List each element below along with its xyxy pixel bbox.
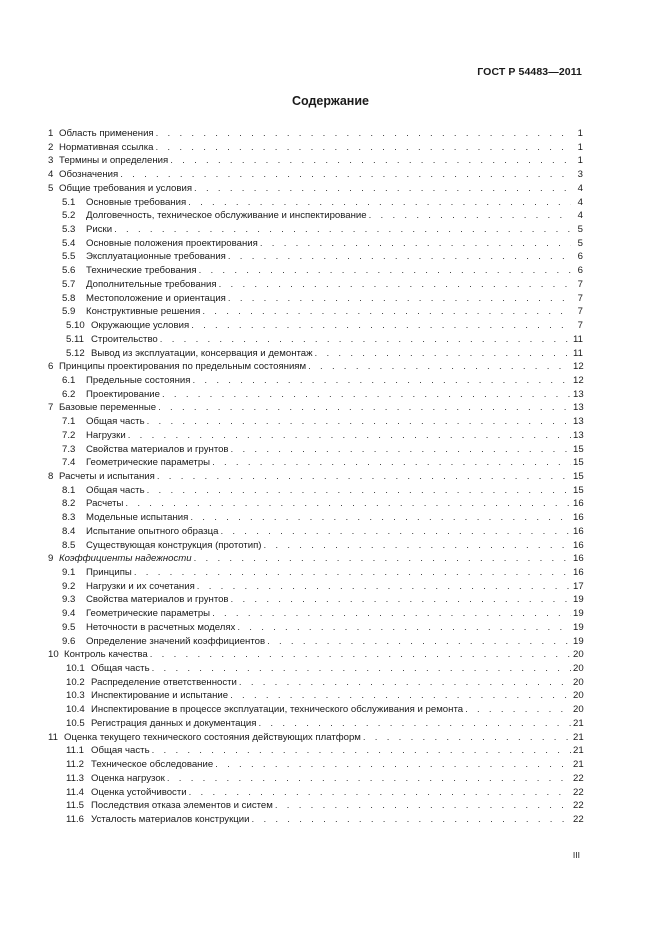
toc-dot-leader — [267, 635, 571, 649]
toc-dot-leader — [170, 154, 571, 168]
toc-entry[interactable] — [48, 196, 583, 210]
toc-entry-title: Геометрические параметры — [86, 608, 211, 620]
toc-dot-leader — [219, 278, 571, 292]
toc-entry[interactable] — [48, 456, 583, 470]
toc-entry-number: 5.9 — [62, 306, 76, 318]
toc-entry-page: 6 — [577, 251, 583, 263]
toc-entry-title: Область применения — [59, 128, 154, 139]
toc-entry[interactable] — [48, 237, 583, 251]
toc-entry-title: Общая часть — [91, 663, 150, 675]
toc-entry[interactable] — [48, 250, 583, 264]
toc-entry-title: Оценка текущего технического состояния действующих платформ — [64, 731, 361, 743]
toc-entry-number: 9.6 — [62, 635, 76, 647]
toc-entry[interactable] — [48, 305, 583, 319]
toc-entry-title: Инспектирование в процессе эксплуатации, технического обслуживания и ремонта — [91, 704, 464, 716]
toc-dot-leader — [202, 305, 571, 319]
toc-entry[interactable] — [48, 786, 583, 800]
toc-dot-leader — [231, 593, 571, 607]
toc-entry-number: 10.4 — [66, 704, 85, 716]
toc-entry-number: 6.1 — [62, 374, 76, 386]
toc-entry-page: 4 — [577, 196, 583, 208]
toc-entry-page: 20 — [573, 690, 584, 702]
toc-entry[interactable] — [48, 470, 583, 484]
toc-entry[interactable] — [48, 662, 583, 676]
toc-entry-page: 22 — [573, 813, 584, 825]
toc-entry-number: 9.5 — [62, 621, 76, 633]
toc-entry[interactable] — [48, 648, 583, 662]
toc-entry-title: Эксплуатационные требования — [86, 251, 226, 263]
toc-entry[interactable] — [48, 443, 583, 457]
toc-entry-title: Геометрические параметры — [86, 457, 211, 469]
toc-title: Содержание — [291, 94, 369, 108]
toc-dot-leader — [252, 813, 571, 827]
toc-entry-title: Существующая конструкция (прототип) — [86, 539, 262, 551]
toc-dot-leader — [194, 182, 571, 196]
toc-entry[interactable] — [48, 607, 583, 621]
toc-entry-page: 21 — [573, 759, 584, 771]
toc-entry-page: 16 — [573, 525, 584, 537]
toc-entry[interactable] — [48, 264, 583, 278]
toc-entry-page: 15 — [573, 484, 584, 496]
toc-entry-page: 4 — [577, 182, 583, 194]
toc-entry-title: Нормативная ссылка — [59, 141, 154, 153]
toc-entry-page: 19 — [573, 608, 584, 620]
toc-entry-title: Расчеты и испытания — [59, 470, 155, 482]
toc-entry[interactable] — [48, 731, 583, 745]
toc-entry-page: 1 — [577, 155, 583, 167]
toc-entry[interactable] — [48, 168, 583, 182]
toc-entry[interactable] — [48, 388, 583, 402]
toc-entry-title: Основные положения проектирования — [86, 237, 258, 249]
toc-entry-page: 16 — [573, 553, 584, 565]
toc-dot-leader — [190, 511, 571, 525]
toc-entry-number: 11 — [48, 731, 58, 743]
toc-entry-page: 19 — [573, 635, 584, 647]
toc-entry[interactable] — [48, 772, 583, 786]
toc-dot-leader — [197, 580, 571, 594]
toc-entry-page: 20 — [573, 663, 584, 675]
page-number: III — [572, 850, 580, 860]
toc-entry-number: 5.5 — [62, 251, 76, 263]
toc-entry-page: 7 — [577, 278, 583, 290]
toc-entry[interactable] — [48, 525, 583, 539]
toc-dot-leader — [128, 429, 571, 443]
toc-entry-page: 16 — [573, 498, 584, 510]
toc-entry-title: Модельные испытания — [86, 512, 189, 524]
toc-dot-leader — [152, 744, 571, 758]
toc-entry-number: 5.11 — [66, 333, 84, 345]
document-code: ГОСТ Р 54483—2011 — [477, 66, 582, 78]
toc-entry-number: 9.3 — [62, 594, 76, 606]
toc-entry-page: 11 — [573, 333, 583, 345]
toc-entry-number: 11.4 — [66, 786, 84, 798]
toc-dot-leader — [158, 401, 571, 415]
toc-entry-number: 5.4 — [62, 237, 76, 249]
toc-dot-leader — [220, 525, 571, 539]
toc-dot-leader — [194, 552, 571, 566]
toc-entry-page: 16 — [573, 567, 584, 578]
toc-entry-page: 6 — [577, 265, 583, 277]
toc-entry-number: 5.10 — [66, 320, 85, 332]
toc-entry[interactable] — [48, 360, 583, 374]
toc-entry-title: Принципы — [86, 567, 132, 578]
toc-entry-title: Определение значений коэффициентов — [86, 635, 266, 647]
toc-entry-page: 7 — [577, 306, 583, 318]
toc-entry-number: 11.3 — [66, 772, 84, 784]
toc-entry-page: 5 — [577, 237, 583, 249]
toc-entry[interactable] — [48, 278, 583, 292]
toc-entry-title: Расчеты — [86, 498, 124, 510]
toc-entry-number: 5 — [48, 182, 54, 194]
toc-dot-leader — [230, 689, 571, 703]
toc-entry[interactable] — [48, 539, 583, 553]
toc-entry-number: 8 — [48, 470, 54, 482]
toc-dot-leader — [228, 292, 571, 306]
toc-dot-leader — [260, 237, 571, 251]
toc-dot-leader — [465, 703, 571, 717]
toc-dot-leader — [162, 388, 571, 402]
toc-entry-page: 20 — [573, 704, 584, 716]
toc-entry-number: 9.4 — [62, 608, 76, 620]
toc-entry[interactable] — [48, 580, 583, 594]
toc-entry-number: 7.2 — [62, 429, 76, 441]
toc-entry-page: 12 — [573, 361, 584, 373]
toc-entry[interactable] — [48, 621, 583, 635]
toc-entry-title: Технические требования — [86, 265, 197, 277]
toc-dot-leader — [308, 360, 571, 374]
toc-dot-leader — [160, 333, 571, 347]
toc-entry-title: Общая часть — [91, 745, 150, 757]
toc-entry-page: 17 — [573, 580, 584, 592]
toc-entry-page: 12 — [573, 374, 584, 386]
toc-entry[interactable] — [48, 635, 583, 649]
toc-entry-number: 11.5 — [66, 800, 84, 812]
toc-dot-leader — [239, 676, 571, 690]
toc-entry-page: 22 — [573, 772, 584, 784]
toc-entry-page: 16 — [573, 539, 584, 551]
toc-entry-number: 9.2 — [62, 580, 76, 592]
toc-dot-leader — [114, 223, 571, 237]
toc-entry-title: Свойства материалов и грунтов — [86, 594, 229, 606]
toc-entry-number: 10.5 — [66, 717, 85, 729]
toc-entry-number: 5.2 — [62, 210, 76, 222]
toc-entry-number: 5.7 — [62, 278, 76, 290]
toc-entry[interactable] — [48, 511, 583, 525]
toc-entry-page: 15 — [573, 457, 584, 469]
toc-entry-title: Вывод из эксплуатации, консервация и демонтаж — [91, 347, 313, 359]
toc-entry[interactable] — [48, 401, 583, 415]
toc-entry-number: 5.6 — [62, 265, 76, 277]
toc-entry-number: 8.4 — [62, 525, 76, 537]
toc-entry-number: 5.1 — [62, 196, 76, 208]
toc-entry-title: Распределение ответственности — [91, 676, 237, 688]
toc-entry-number: 11.2 — [66, 759, 84, 771]
toc-entry-title: Термины и определения — [59, 155, 169, 167]
toc-entry-page: 15 — [573, 443, 584, 455]
toc-dot-leader — [275, 799, 571, 813]
toc-entry-title: Неточности в расчетных моделях — [86, 621, 236, 633]
toc-dot-leader — [167, 772, 571, 786]
toc-entry-page: 22 — [573, 800, 584, 812]
toc-entry-page: 19 — [573, 621, 584, 633]
toc-dot-leader — [189, 786, 571, 800]
toc-dot-leader — [147, 484, 571, 498]
toc-dot-leader — [369, 209, 571, 223]
toc-entry[interactable] — [48, 319, 583, 333]
toc-entry-number: 5.3 — [62, 224, 76, 236]
toc-entry-title: Нагрузки — [86, 429, 126, 441]
toc-entry-title: Последствия отказа элементов и систем — [91, 800, 273, 812]
toc-entry-title: Строительство — [91, 333, 158, 345]
toc-entry-title: Окружающие условия — [91, 320, 190, 332]
toc-entry-page: 4 — [577, 210, 583, 222]
table-of-contents — [48, 127, 583, 827]
toc-entry[interactable] — [48, 676, 583, 690]
toc-entry-title: Предельные состояния — [86, 374, 191, 386]
toc-entry-page: 13 — [573, 388, 584, 400]
toc-entry-number: 2 — [48, 141, 54, 153]
toc-dot-leader — [192, 374, 571, 388]
toc-entry-title: Принципы проектирования по предельным состояниям — [59, 361, 307, 373]
toc-entry-title: Общая часть — [86, 484, 145, 496]
toc-entry-page: 21 — [573, 745, 584, 757]
toc-entry[interactable] — [48, 497, 583, 511]
toc-entry-title: Конструктивные решения — [86, 306, 201, 318]
toc-entry-title: Коэффициенты надежности — [59, 553, 192, 565]
toc-entry-number: 10 — [48, 649, 59, 661]
toc-dot-leader — [363, 731, 571, 745]
toc-dot-leader — [157, 470, 571, 484]
toc-dot-leader — [263, 539, 571, 553]
toc-entry-page: 13 — [573, 416, 584, 428]
toc-dot-leader — [199, 264, 571, 278]
toc-entry-number: 5.12 — [66, 347, 85, 359]
toc-entry-title: Основные требования — [86, 196, 187, 208]
toc-dot-leader — [212, 607, 571, 621]
toc-entry-page: 19 — [573, 594, 584, 606]
toc-entry[interactable] — [48, 333, 583, 347]
toc-entry-title: Общая часть — [86, 416, 145, 428]
toc-entry-title: Техническое обследование — [91, 759, 214, 771]
toc-dot-leader — [237, 621, 571, 635]
toc-entry-page: 11 — [573, 347, 583, 359]
toc-entry-title: Оценка нагрузок — [91, 772, 165, 784]
toc-entry-title: Проектирование — [86, 388, 160, 400]
toc-entry[interactable] — [48, 552, 583, 566]
toc-entry-page: 15 — [573, 470, 584, 482]
toc-entry-page: 20 — [573, 649, 584, 661]
toc-entry-page: 1 — [577, 128, 583, 139]
toc-entry-number: 10.3 — [66, 690, 85, 702]
toc-entry-number: 4 — [48, 169, 54, 181]
toc-entry-number: 7.3 — [62, 443, 76, 455]
toc-entry-number: 1 — [48, 128, 54, 139]
toc-entry[interactable] — [48, 593, 583, 607]
toc-entry-title: Инспектирование и испытание — [91, 690, 229, 702]
toc-entry-page: 22 — [573, 786, 584, 798]
toc-entry-title: Контроль качества — [64, 649, 148, 661]
toc-entry-title: Долговечность, техническое обслуживание и инспектирование — [86, 210, 367, 222]
toc-dot-leader — [156, 127, 571, 141]
toc-dot-leader — [150, 648, 571, 662]
toc-dot-leader — [215, 758, 571, 772]
toc-entry-title: Усталость материалов конструкции — [91, 813, 250, 825]
toc-entry-title: Местоположение и ориентация — [86, 292, 226, 304]
toc-entry-number: 6 — [48, 361, 54, 373]
toc-dot-leader — [228, 250, 571, 264]
toc-entry-page: 16 — [573, 512, 584, 524]
toc-entry-number: 11.6 — [66, 813, 84, 825]
toc-dot-leader — [156, 141, 572, 155]
toc-entry[interactable] — [48, 182, 583, 196]
toc-dot-leader — [152, 662, 571, 676]
toc-entry-title: Нагрузки и их сочетания — [86, 580, 195, 592]
toc-entry-number: 10.2 — [66, 676, 85, 688]
toc-entry-number: 7.4 — [62, 457, 76, 469]
toc-entry[interactable] — [48, 689, 583, 703]
toc-dot-leader — [259, 717, 572, 731]
toc-entry-number: 8.3 — [62, 512, 76, 524]
toc-entry[interactable] — [48, 799, 583, 813]
toc-entry[interactable] — [48, 154, 583, 168]
toc-entry-page: 1 — [577, 141, 583, 153]
toc-dot-leader — [125, 497, 571, 511]
toc-entry-number: 8.2 — [62, 498, 76, 510]
toc-entry-page: 7 — [577, 292, 583, 304]
toc-entry-title: Риски — [86, 224, 113, 236]
toc-entry-number: 7 — [48, 402, 54, 414]
toc-entry-page: 21 — [573, 731, 584, 743]
toc-entry-page: 3 — [577, 169, 583, 181]
toc-dot-leader — [147, 415, 571, 429]
toc-entry-title: Обозначения — [59, 169, 119, 181]
toc-entry-title: Оценка устойчивости — [91, 786, 187, 798]
toc-entry-page: 13 — [573, 429, 584, 441]
toc-entry-number: 9 — [48, 553, 54, 565]
toc-entry[interactable] — [48, 292, 583, 306]
toc-dot-leader — [191, 319, 571, 333]
toc-entry-number: 5.8 — [62, 292, 76, 304]
toc-entry-title: Свойства материалов и грунтов — [86, 443, 229, 455]
toc-entry-page: 5 — [577, 224, 583, 236]
toc-entry-page: 20 — [573, 676, 584, 688]
toc-entry[interactable] — [48, 415, 583, 429]
toc-dot-leader — [134, 566, 571, 580]
toc-entry-number: 11.1 — [66, 745, 84, 757]
toc-entry[interactable] — [48, 209, 583, 223]
toc-entry[interactable] — [48, 127, 583, 141]
toc-entry-title: Общие требования и условия — [59, 182, 193, 194]
toc-dot-leader — [231, 443, 571, 457]
toc-entry-title: Регистрация данных и документация — [91, 717, 257, 729]
toc-dot-leader — [188, 196, 571, 210]
toc-dot-leader — [212, 456, 571, 470]
toc-entry-number: 6.2 — [62, 388, 76, 400]
toc-entry[interactable] — [48, 141, 583, 155]
toc-entry[interactable] — [48, 703, 583, 717]
toc-entry-page: 21 — [573, 717, 584, 729]
toc-entry[interactable] — [48, 347, 583, 361]
toc-entry-page: 13 — [573, 402, 584, 414]
toc-entry[interactable] — [48, 813, 583, 827]
toc-entry[interactable] — [48, 744, 583, 758]
toc-entry[interactable] — [48, 484, 583, 498]
toc-entry-title: Базовые переменные — [59, 402, 157, 414]
toc-entry-number: 3 — [48, 155, 54, 167]
toc-entry-page: 7 — [577, 320, 583, 332]
toc-entry-number: 8.1 — [62, 484, 76, 496]
toc-entry[interactable] — [48, 374, 583, 388]
toc-dot-leader — [315, 347, 571, 361]
toc-entry[interactable] — [48, 566, 583, 580]
toc-entry-title: Дополнительные требования — [86, 278, 217, 290]
toc-entry[interactable] — [48, 223, 583, 237]
toc-entry[interactable] — [48, 429, 583, 443]
toc-entry-title: Испытание опытного образца — [86, 525, 219, 537]
toc-entry-number: 8.5 — [62, 539, 76, 551]
toc-entry[interactable] — [48, 758, 583, 772]
toc-entry-number: 7.1 — [62, 416, 76, 428]
toc-entry[interactable] — [48, 717, 583, 731]
toc-entry-number: 9.1 — [62, 567, 76, 578]
toc-entry-number: 10.1 — [66, 663, 85, 675]
toc-dot-leader — [120, 168, 571, 182]
